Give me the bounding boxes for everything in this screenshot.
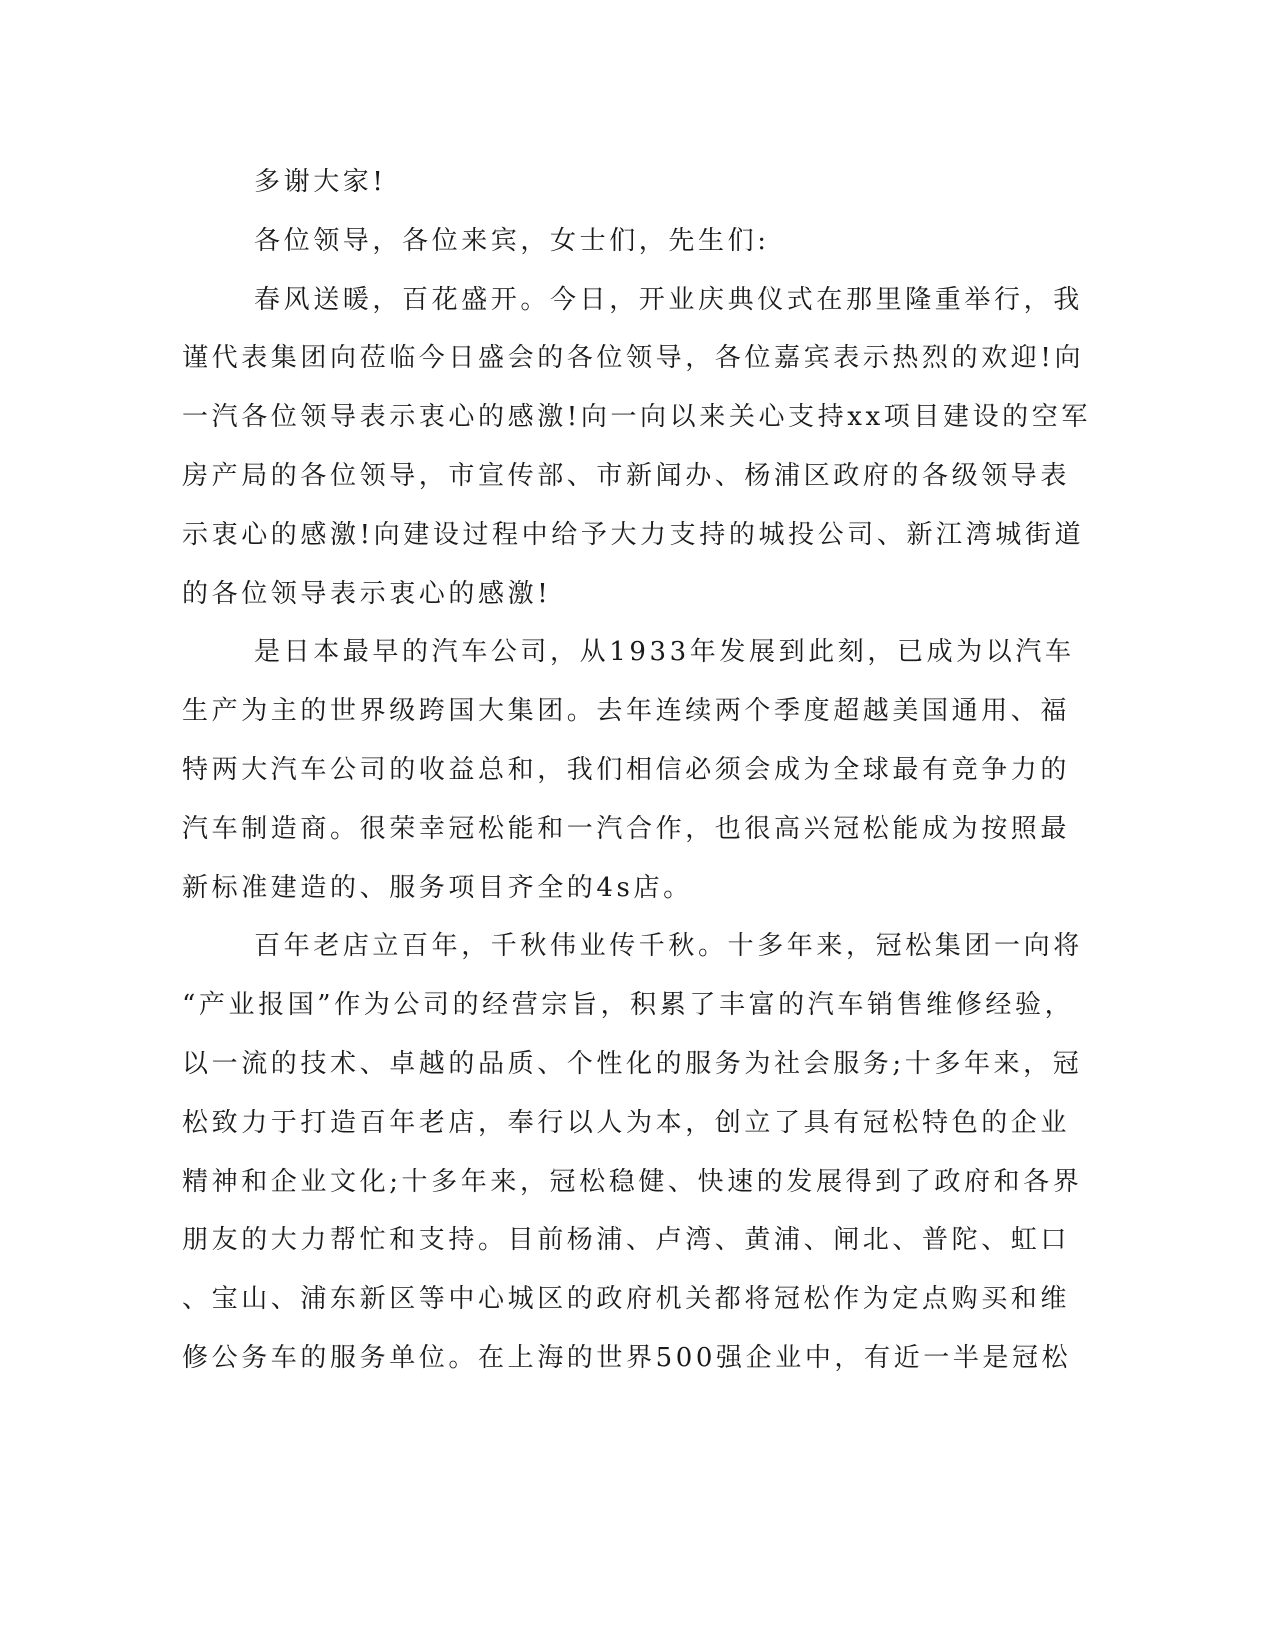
text-line: 生产为主的世界级跨国大集团。去年连续两个季度超越美国通用、福 bbox=[182, 696, 1071, 727]
text-line: 精神和企业文化;十多年来，冠松稳健、快速的发展得到了政府和各界 bbox=[182, 1166, 1083, 1197]
text-line-closing: 多谢大家! bbox=[254, 167, 387, 197]
text-line: 的各位领导表示衷心的感激! bbox=[182, 578, 552, 609]
text-line: 新标准建造的、服务项目齐全的4s店。 bbox=[182, 872, 693, 903]
text-line: 以一流的技术、卓越的品质、个性化的服务为社会服务;十多年来，冠 bbox=[182, 1048, 1083, 1079]
text-line-salutation: 各位领导，各位来宾，女士们，先生们: bbox=[254, 225, 770, 256]
text-line: “产业报国”作为公司的经营宗旨，积累了丰富的汽车销售维修经验， bbox=[182, 990, 1075, 1021]
text-line: 松致力于打造百年老店，奉行以人为本，创立了具有冠松特色的企业 bbox=[182, 1107, 1071, 1138]
text-line: 是日本最早的汽车公司，从1933年发展到此刻，已成为以汽车 bbox=[254, 637, 1075, 668]
text-line: 朋友的大力帮忙和支持。目前杨浦、卢湾、黄浦、闸北、普陀、虹口 bbox=[182, 1225, 1071, 1256]
text-line: 示衷心的感激!向建设过程中给予大力支持的城投公司、新江湾城街道 bbox=[182, 519, 1085, 550]
text-line: 谨代表集团向莅临今日盛会的各位领导，各位嘉宾表示热烈的欢迎!向 bbox=[182, 343, 1085, 374]
text-line: 、宝山、浦东新区等中心城区的政府机关都将冠松作为定点购买和维 bbox=[182, 1284, 1071, 1315]
text-line: 春风送暖，百花盛开。今日，开业庆典仪式在那里隆重举行，我 bbox=[254, 284, 1083, 315]
text-line: 房产局的各位领导，市宣传部、市新闻办、杨浦区政府的各级领导表 bbox=[182, 460, 1071, 491]
text-line: 修公务车的服务单位。在上海的世界500强企业中，有近一半是冠松 bbox=[182, 1342, 1072, 1373]
text-line: 一汽各位领导表示衷心的感激!向一向以来关心支持xx项目建设的空军 bbox=[182, 402, 1091, 433]
text-line: 特两大汽车公司的收益总和，我们相信必须会成为全球最有竞争力的 bbox=[182, 754, 1071, 785]
text-line: 汽车制造商。很荣幸冠松能和一汽合作，也很高兴冠松能成为按照最 bbox=[182, 813, 1071, 844]
text-line: 百年老店立百年，千秋伟业传千秋。十多年来，冠松集团一向将 bbox=[254, 931, 1083, 962]
document-body bbox=[182, 160, 1091, 1395]
